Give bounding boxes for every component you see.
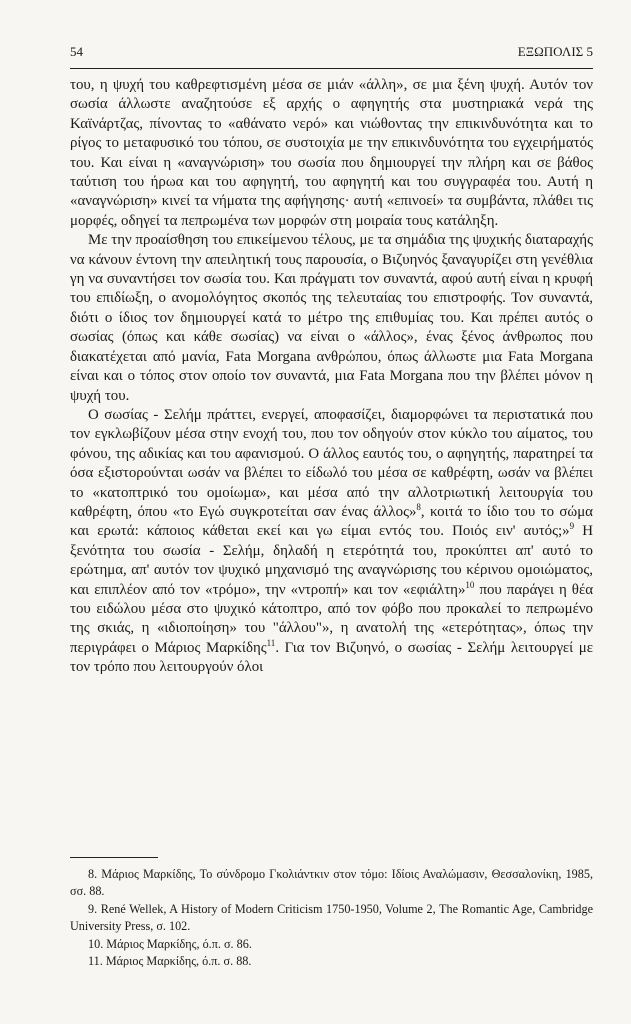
page-number: 54: [70, 44, 83, 59]
footnote-9: 9. René Wellek, A History of Modern Criticism 1750-1950, Volume 2, The Romantic Age, Cambridge University Press, σ. 102.: [70, 901, 593, 934]
note-ref-9[interactable]: 9: [569, 521, 575, 532]
running-header: [70, 44, 593, 60]
paragraph-3: [70, 406, 593, 678]
note-ref-8[interactable]: 8: [416, 501, 421, 512]
note-ref-11[interactable]: 11: [266, 637, 276, 648]
note-ref-10[interactable]: 10: [465, 579, 475, 590]
footnotes: [70, 866, 593, 970]
paragraph-3-part-2: , κοιτά το ίδιο του το σώμα και ερωτά: κάποιος κάθεται εκεί και γω είμαι εντός του. Ποιός ειν' αυτός;»: [70, 503, 593, 540]
paragraph-3-part-5: . Για τον Βιζυηνό, ο σωσίας - Σελήμ λειτουργεί με τον τρόπο που λειτουργούν όλοι: [70, 639, 593, 676]
paragraph-2: Με την προαίσθηση του επικείμενου τέλους, με τα σημάδια της ψυχικής διαταραχής να κάνουν έντονη την απειλητική τους παρουσία, ο Βιζυηνός ξαναγυρίζει στη γενέθλια γη να συναντήσει τον σωσία του. Και πράγματι τον συναντά, αφού αυτή είναι η κρυφή του επιδίωξη, ο ανομολόγητος σκοπός της τελευταίας του επιστροφής. Τον συναντά, διότι ο ίδιος τον δημιουργεί κατά το μέτρο της επιθυμίας του. Και πρέπει αυτός ο σωσίας (όπως και κάθε σωσίας) να είναι ο «άλλος», ένας ξένος άνθρωπος που διακατέχεται από μανία, Fata Morgana ανθρώπου, όπως άλλωστε μια Fata Morgana είναι και ο τόπος στον οποίο τον συναντά, μια Fata Morgana που την βλέπει μόνον η ψυχή του.: [70, 232, 593, 404]
paragraph-3-part-1: Ο σωσίας - Σελήμ πράττει, ενεργεί, αποφασίζει, διαμορφώνει τα περιστατικά που τον εγκλωβίζουν μέσα στην ενοχή του, που τον οδηγούν στον κύκλο του αίματος, του φόνου, της αδικίας και του αφανισμού. Ο άλλος εαυτός του, ο αφηγητής, παρατηρεί τα όσα εξιστορούνται ωσάν να βλέπει το είδωλό του μέσα σε καθρέφτη, ωσάν να βλέπει το «κατοπτρικό του ομοίωμα», και μέσα από την αλλοτριωτική λειτουργία του καθρέφτη, όπου «το Εγώ συγκροτείται σαν ένας άλλος»: [70, 406, 593, 520]
footnote-11: 11. Μάριος Μαρκίδης, ό.π. σ. 88.: [88, 954, 252, 969]
main-text: [70, 76, 593, 678]
paragraph-3-part-3: Η ξενότητα του σωσία - Σελήμ, δηλαδή η ετερότητά του, προκύπτει απ' αυτό το ερώτημα, απ' αυτόν τον ψυχικό μηχανισμό της αναγνώρισης του κέρινου ομοιώματος, και επιπλέον από τον «τρόμο», την «ντροπή» και τον «εφιάλτη»: [70, 523, 593, 598]
running-title: ΕΞΩΠΟΛΙΣ 5: [517, 44, 593, 59]
footnote-8: 8. Μάριος Μαρκίδης, Το σύνδρομο Γκολιάντκιν στον τόμο: Ιδίοις Αναλώμασιν, Θεσσαλονίκη, 1985, σσ. 88.: [70, 867, 593, 899]
footnote-rule: [70, 857, 158, 858]
paragraph-3-part-4: που παράγει η θέα του ειδώλου μέσα στο ψυχικό κάτοπτρο, από τον φόβο που προκαλεί το πεπρωμένο της σκιάς, η «ιδιοποίηση» του "άλλου"», η ανατολή της «ετερότητας», όπως την περιγράφει ο Μάριος Μαρκίδης: [70, 581, 593, 656]
footnote-10: 10. Μάριος Μαρκίδης, ό.π. σ. 86.: [88, 936, 252, 951]
header-rule: [70, 68, 593, 69]
paragraph-1: του, η ψυχή του καθρεφτισμένη μέσα σε μιάν «άλλη», σε μια ξένη ψυχή. Αυτόν τον σωσία άλλωστε αναζητούσε εξ αρχής ο αφηγητής στα μυστηριακά νερά της Καϊνάρτζας, πίνοντας το «αθάνατο νερό» και νιώθοντας την επικινδυνότητα και το ρίγος το μεταφυσικό του τόπου, σε συστοιχία με την επικινδυνότητα του εγχειρήματός του. Και είναι η «αναγνώριση» του σωσία που δημιουργεί την πλήρη και σε βάθος ταύτιση του ήρωα και του αφηγητή, του αφηγητή και του συγγραφέα του. Αυτή η «αναγνώριση» κινεί τα νήματα της αφήγησης· αυτή «επινοεί» τα συμβάντα, πλάθει τις μορφές, οδηγεί τα πεπρωμένα των μορφών στη μοιραία τους κατάληξη.: [70, 77, 593, 229]
